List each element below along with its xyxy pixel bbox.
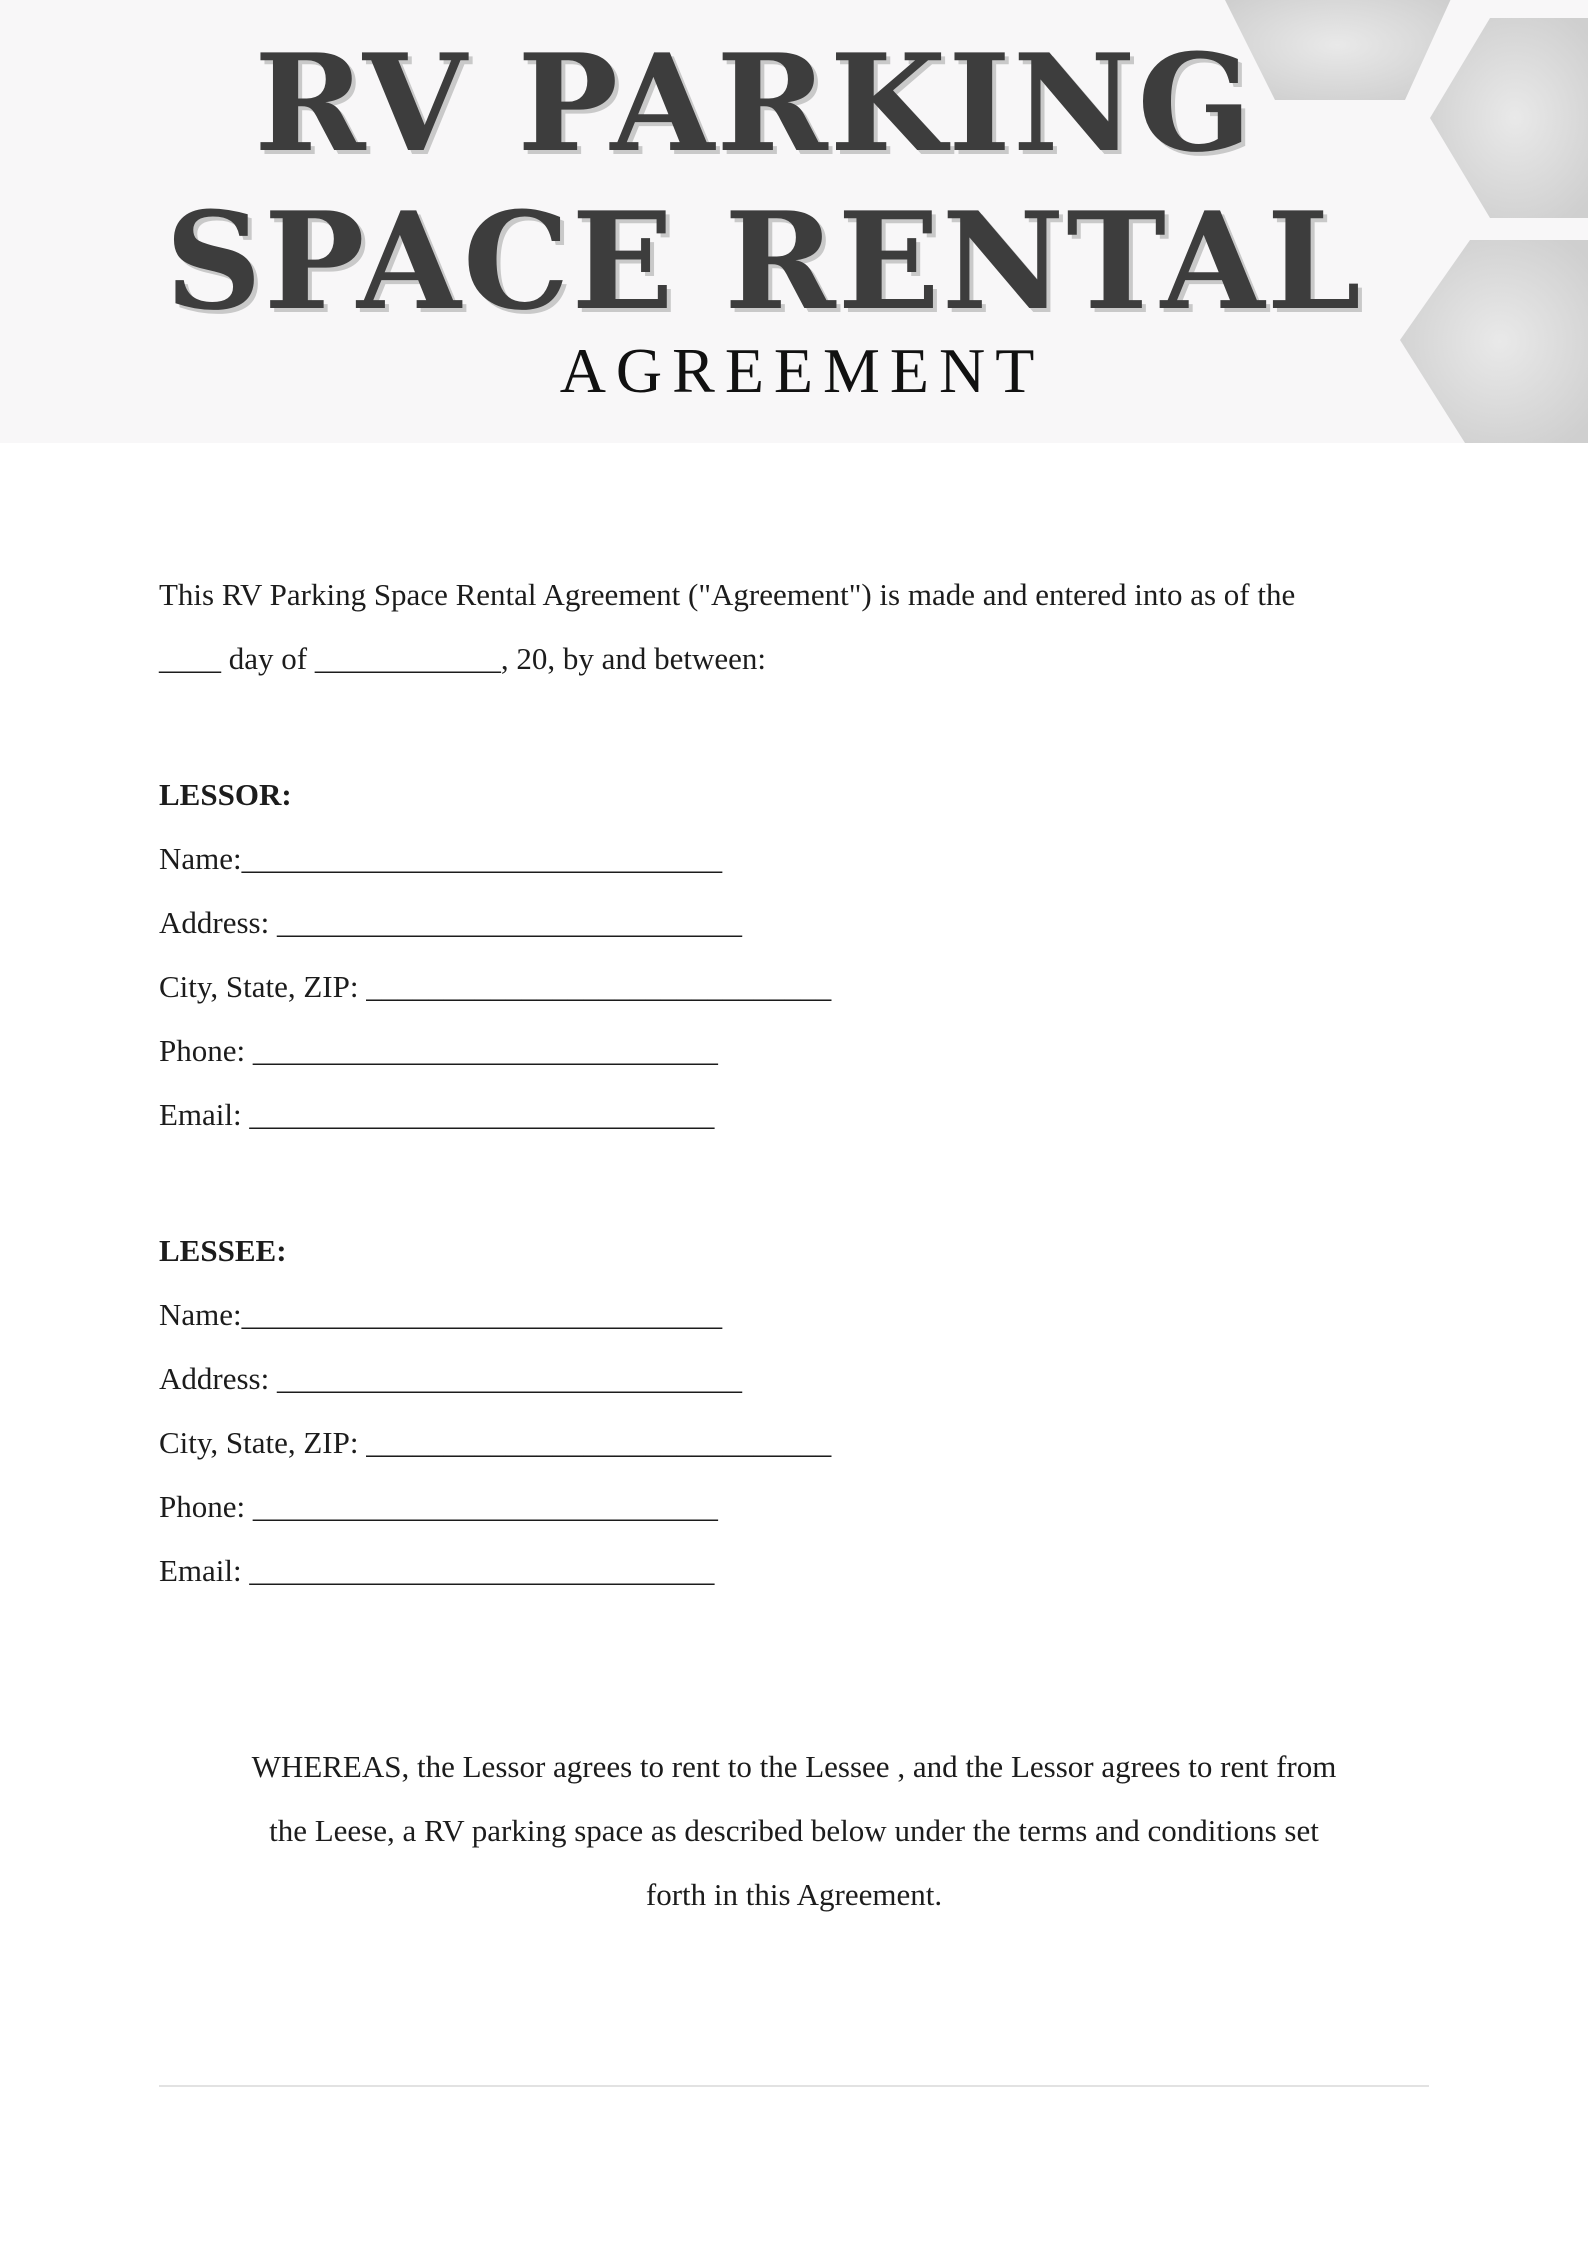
- title-subtitle: AGREEMENT: [559, 335, 1045, 406]
- lessee-phone-field[interactable]: Phone: ______________________________: [159, 1489, 718, 1524]
- lessee-name-field[interactable]: Name:_______________________________: [159, 1297, 723, 1332]
- lessor-city-state-zip-field[interactable]: City, State, ZIP: ______________________________: [159, 969, 832, 1004]
- lessor-name-field[interactable]: Name:_______________________________: [159, 841, 723, 876]
- whereas-clause: [159, 1735, 1429, 1927]
- lessee-city-state-zip-field[interactable]: City, State, ZIP: ______________________________: [159, 1425, 832, 1460]
- whereas-line-2: the Leese, a RV parking space as described below under the terms and conditions set: [269, 1813, 1319, 1848]
- lessee-email-field[interactable]: Email: ______________________________: [159, 1553, 715, 1588]
- lessee-heading: LESSEE:: [159, 1233, 287, 1268]
- lessee-address-field[interactable]: Address: ______________________________: [159, 1361, 742, 1396]
- title-line-2: SPACE RENTAL: [165, 182, 1363, 340]
- lessor-address-field[interactable]: Address: ______________________________: [159, 905, 742, 940]
- intro-line-1: This RV Parking Space Rental Agreement ("Agreement") is made and entered into as of the: [159, 577, 1296, 612]
- whereas-line-1: WHEREAS, the Lessor agrees to rent to the Lessee , and the Lessor agrees to rent from: [251, 1749, 1337, 1784]
- lessor-email-field[interactable]: Email: ______________________________: [159, 1097, 715, 1132]
- lessor-heading: LESSOR:: [159, 777, 292, 812]
- footer-divider: [159, 2085, 1429, 2087]
- lessor-phone-field[interactable]: Phone: ______________________________: [159, 1033, 718, 1068]
- intro-line-2: ____ day of ____________, 20, by and between:: [159, 641, 766, 676]
- agreement-body: [159, 563, 1429, 1603]
- title-line-1: RV PARKING: [254, 24, 1254, 182]
- header-banner: [0, 0, 1588, 443]
- whereas-line-3: forth in this Agreement.: [645, 1877, 943, 1912]
